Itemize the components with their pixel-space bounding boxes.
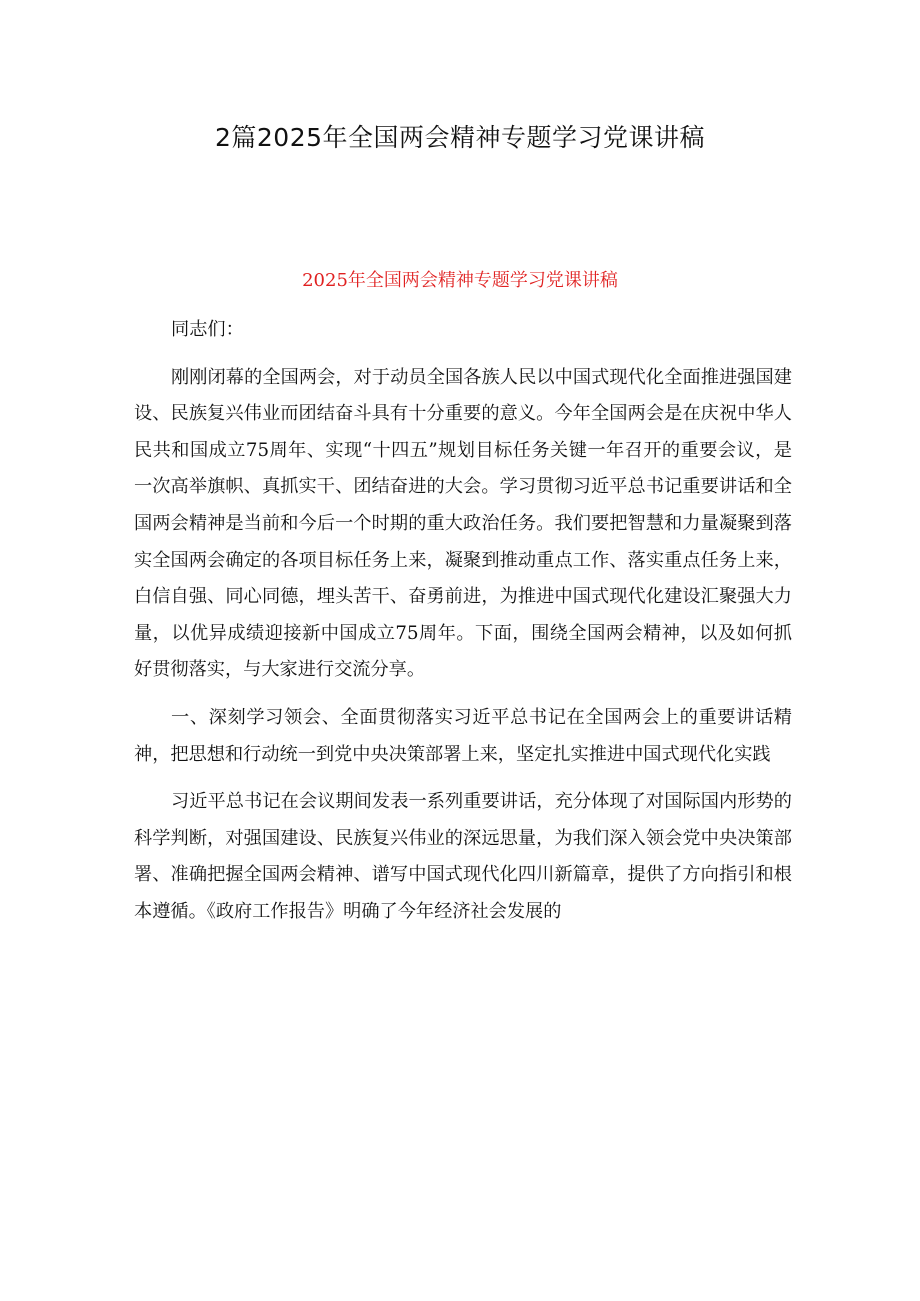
body-paragraph: 刚刚闭幕的全国两会，对于动员全国各族人民以中国式现代化全面推进强国建设、民族复兴伟业而团结奋斗具有十分重要的意义。今年全国两会是在庆祝中华人民共和国成立75周年、实现“十四五”规划目标任务关键一年召开的重要会议，是一次高举旗帜、真抓实干、团结奋进的大会。学习贯彻习近平总书记重要讲话和全国两会精神是当前和今后一个时期的重大政治任务。我们要把智慧和力量凝聚到落实全国两会确定的各项目标任务上来，凝聚到推动重点工作、落实重点任务上来，白信自强、同心同德，埋头苦干、奋勇前进，为推进中国式现代化建设汇聚强大力量，以优异成绩迎接新中国成立75周年。下面，围绕全国两会精神，以及如何抓好贯彻落实，与大家进行交流分享。 <box>134 366 792 681</box>
body-paragraph: 习近平总书记在会议期间发表一系列重要讲话，充分体现了对国际国内形势的科学判断，对强国建设、民族复兴伟业的深远思量，为我们深入领会党中央决策部署、准确把握全国两会精神、谱写中国式现代化四川新篇章，提供了方向指引和根本遵循。《政府工作报告》明确了今年经济社会发展的 <box>134 791 792 922</box>
heading-paragraph: 一、深刻学习领会、全面贯彻落实习近平总书记在全国两会上的重要讲话精神，把思想和行动统一到党中央决策部署上来，坚定扎实推进中国式现代化实践 <box>134 706 792 765</box>
greeting-paragraph: 同志们： <box>171 319 244 340</box>
document-title: 2篇2025年全国两会精神专题学习党课讲稿 <box>214 123 706 152</box>
document-body <box>134 312 792 942</box>
section-title: 2025年全国两会精神专题学习党课讲稿 <box>302 270 618 291</box>
